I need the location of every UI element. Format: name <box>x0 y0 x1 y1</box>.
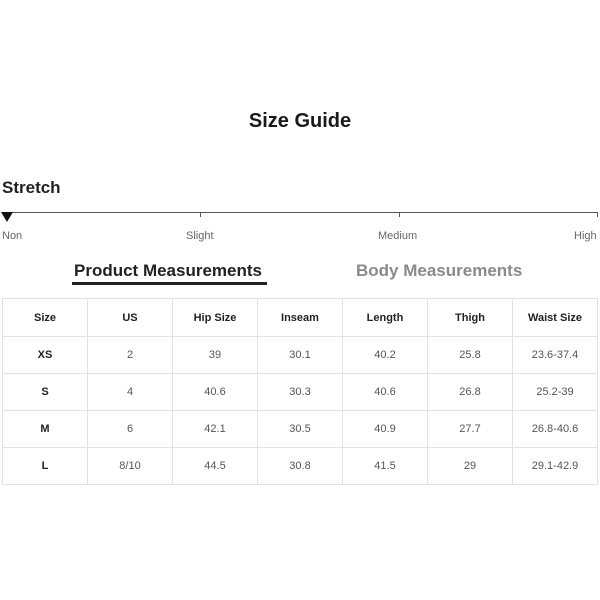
cell-waist-size: 26.8-40.6 <box>513 411 598 448</box>
cell-waist-size: 23.6-37.4 <box>513 337 598 374</box>
cell-size: XS <box>3 337 88 374</box>
cell-thigh: 29 <box>428 448 513 485</box>
cell-length: 40.9 <box>343 411 428 448</box>
stretch-level-high: High <box>574 230 597 242</box>
header-us: US <box>88 299 173 337</box>
cell-length: 40.6 <box>343 374 428 411</box>
stretch-tick-slight <box>200 212 201 217</box>
cell-inseam: 30.1 <box>258 337 343 374</box>
header-hip-size: Hip Size <box>173 299 258 337</box>
stretch-level-non: Non <box>2 230 23 242</box>
tab-body-measurements[interactable]: Body Measurements <box>356 261 523 280</box>
cell-thigh: 27.7 <box>428 411 513 448</box>
cell-hip-size: 40.6 <box>173 374 258 411</box>
cell-size: S <box>3 374 88 411</box>
cell-thigh: 26.8 <box>428 374 513 411</box>
cell-thigh: 25.8 <box>428 337 513 374</box>
active-tab-underline <box>72 282 267 285</box>
stretch-level-medium: Medium <box>378 230 418 242</box>
stretch-scale-line <box>2 212 598 213</box>
cell-length: 41.5 <box>343 448 428 485</box>
cell-hip-size: 42.1 <box>173 411 258 448</box>
cell-waist-size: 25.2-39 <box>513 374 598 411</box>
size-table <box>2 298 598 485</box>
cell-us: 2 <box>88 337 173 374</box>
header-thigh: Thigh <box>428 299 513 337</box>
header-inseam: Inseam <box>258 299 343 337</box>
cell-us: 8/10 <box>88 448 173 485</box>
page-title: Size Guide <box>248 110 352 132</box>
table-row <box>3 374 598 411</box>
header-size: Size <box>3 299 88 337</box>
stretch-level-slight: Slight <box>186 230 214 242</box>
cell-hip-size: 44.5 <box>173 448 258 485</box>
stretch-label: Stretch <box>2 178 61 197</box>
cell-hip-size: 39 <box>173 337 258 374</box>
table-row <box>3 448 598 485</box>
header-waist-size: Waist Size <box>513 299 598 337</box>
cell-us: 6 <box>88 411 173 448</box>
table-row <box>3 337 598 374</box>
tab-product-measurements[interactable]: Product Measurements <box>74 261 262 280</box>
cell-us: 4 <box>88 374 173 411</box>
stretch-tick-medium <box>399 212 400 217</box>
cell-inseam: 30.5 <box>258 411 343 448</box>
table-header-row <box>3 299 598 337</box>
cell-inseam: 30.8 <box>258 448 343 485</box>
cell-inseam: 30.3 <box>258 374 343 411</box>
cell-size: M <box>3 411 88 448</box>
table-row <box>3 411 598 448</box>
cell-size: L <box>3 448 88 485</box>
header-length: Length <box>343 299 428 337</box>
cell-length: 40.2 <box>343 337 428 374</box>
stretch-tick-high <box>597 212 598 217</box>
stretch-pointer-icon <box>1 212 13 222</box>
cell-waist-size: 29.1-42.9 <box>513 448 598 485</box>
